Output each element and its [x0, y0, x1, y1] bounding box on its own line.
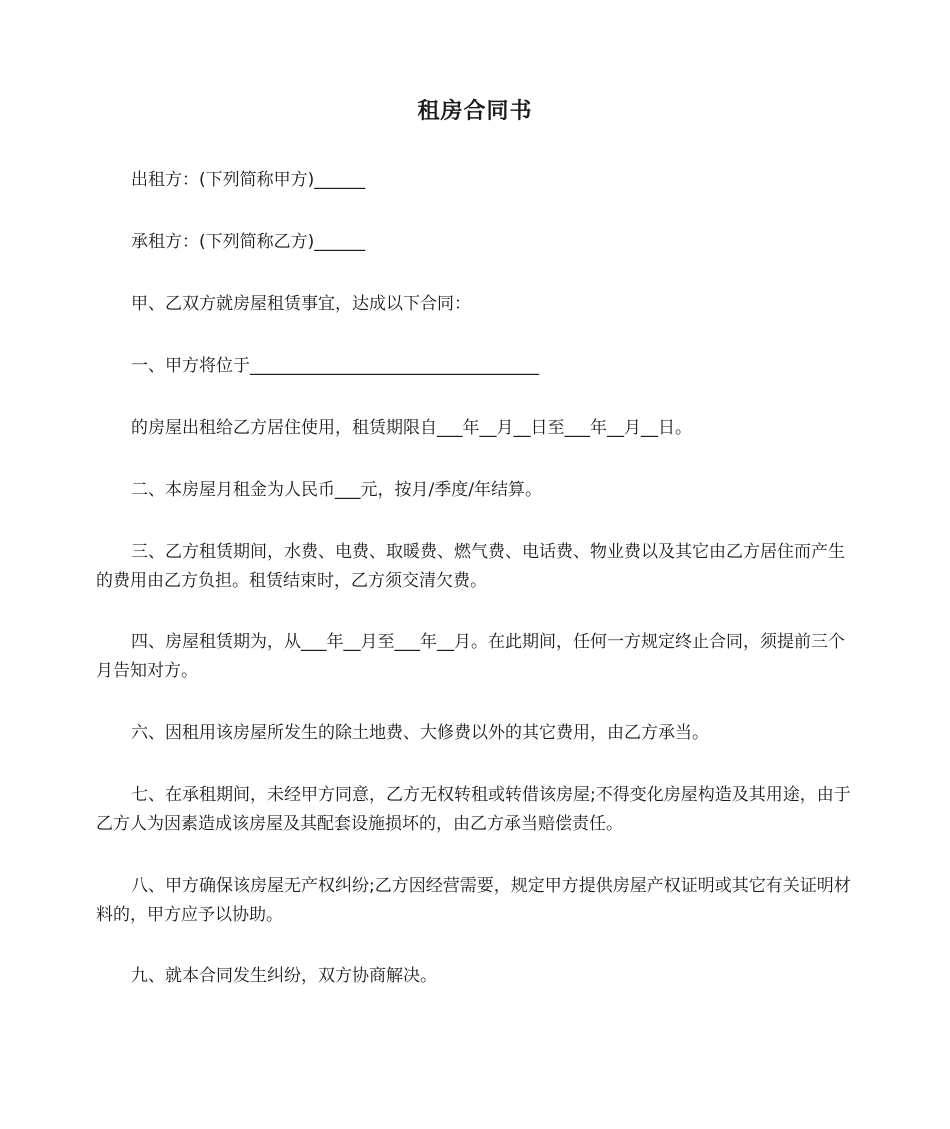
paragraph-clause-2: 二、本房屋月租金为人民币___元，按月/季度/年结算。	[131, 480, 542, 500]
paragraph-clause-1-cont: 的房屋出租给乙方居住使用，租赁期限自___年__月__日至___年__月__日。	[131, 418, 692, 438]
paragraph-clause-3: 三、乙方租赁期间，水费、电费、取暖费、燃气费、电话费、物业费以及其它由乙方居住而产生的费用由乙方负担。租赁结束时，乙方须交清欠费。	[96, 542, 845, 591]
paragraph-clause-4: 四、房屋租赁期为，从___年__月至___年__月。在此期间，任何一方规定终止合同，须提前三个月告知对方。	[96, 632, 845, 681]
document-title: 租房合同书	[417, 99, 533, 124]
paragraph-intro: 甲、乙双方就房屋租赁事宜，达成以下合同：	[131, 294, 471, 314]
paragraph-clause-1: 一、甲方将位于__________________________________	[131, 356, 539, 376]
paragraph-lessee: 承租方：(下列简称乙方)______	[131, 232, 366, 252]
paragraph-clause-6: 六、因租用该房屋所发生的除土地费、大修费以外的其它费用，由乙方承当。	[131, 723, 709, 743]
paragraph-lessor: 出租方：(下列简称甲方)______	[131, 170, 366, 190]
paragraph-clause-8: 八、甲方确保该房屋无产权纠纷;乙方因经营需要，规定甲方提供房屋产权证明或其它有关证明材料的，甲方应予以协助。	[96, 876, 851, 925]
paragraph-clause-9: 九、就本合同发生纠纷，双方协商解决。	[131, 966, 437, 986]
paragraph-clause-7: 七、在承租期间，未经甲方同意，乙方无权转租或转借该房屋;不得变化房屋构造及其用途，由于乙方人为因素造成该房屋及其配套设施损坏的，由乙方承当赔偿责任。	[96, 785, 851, 834]
